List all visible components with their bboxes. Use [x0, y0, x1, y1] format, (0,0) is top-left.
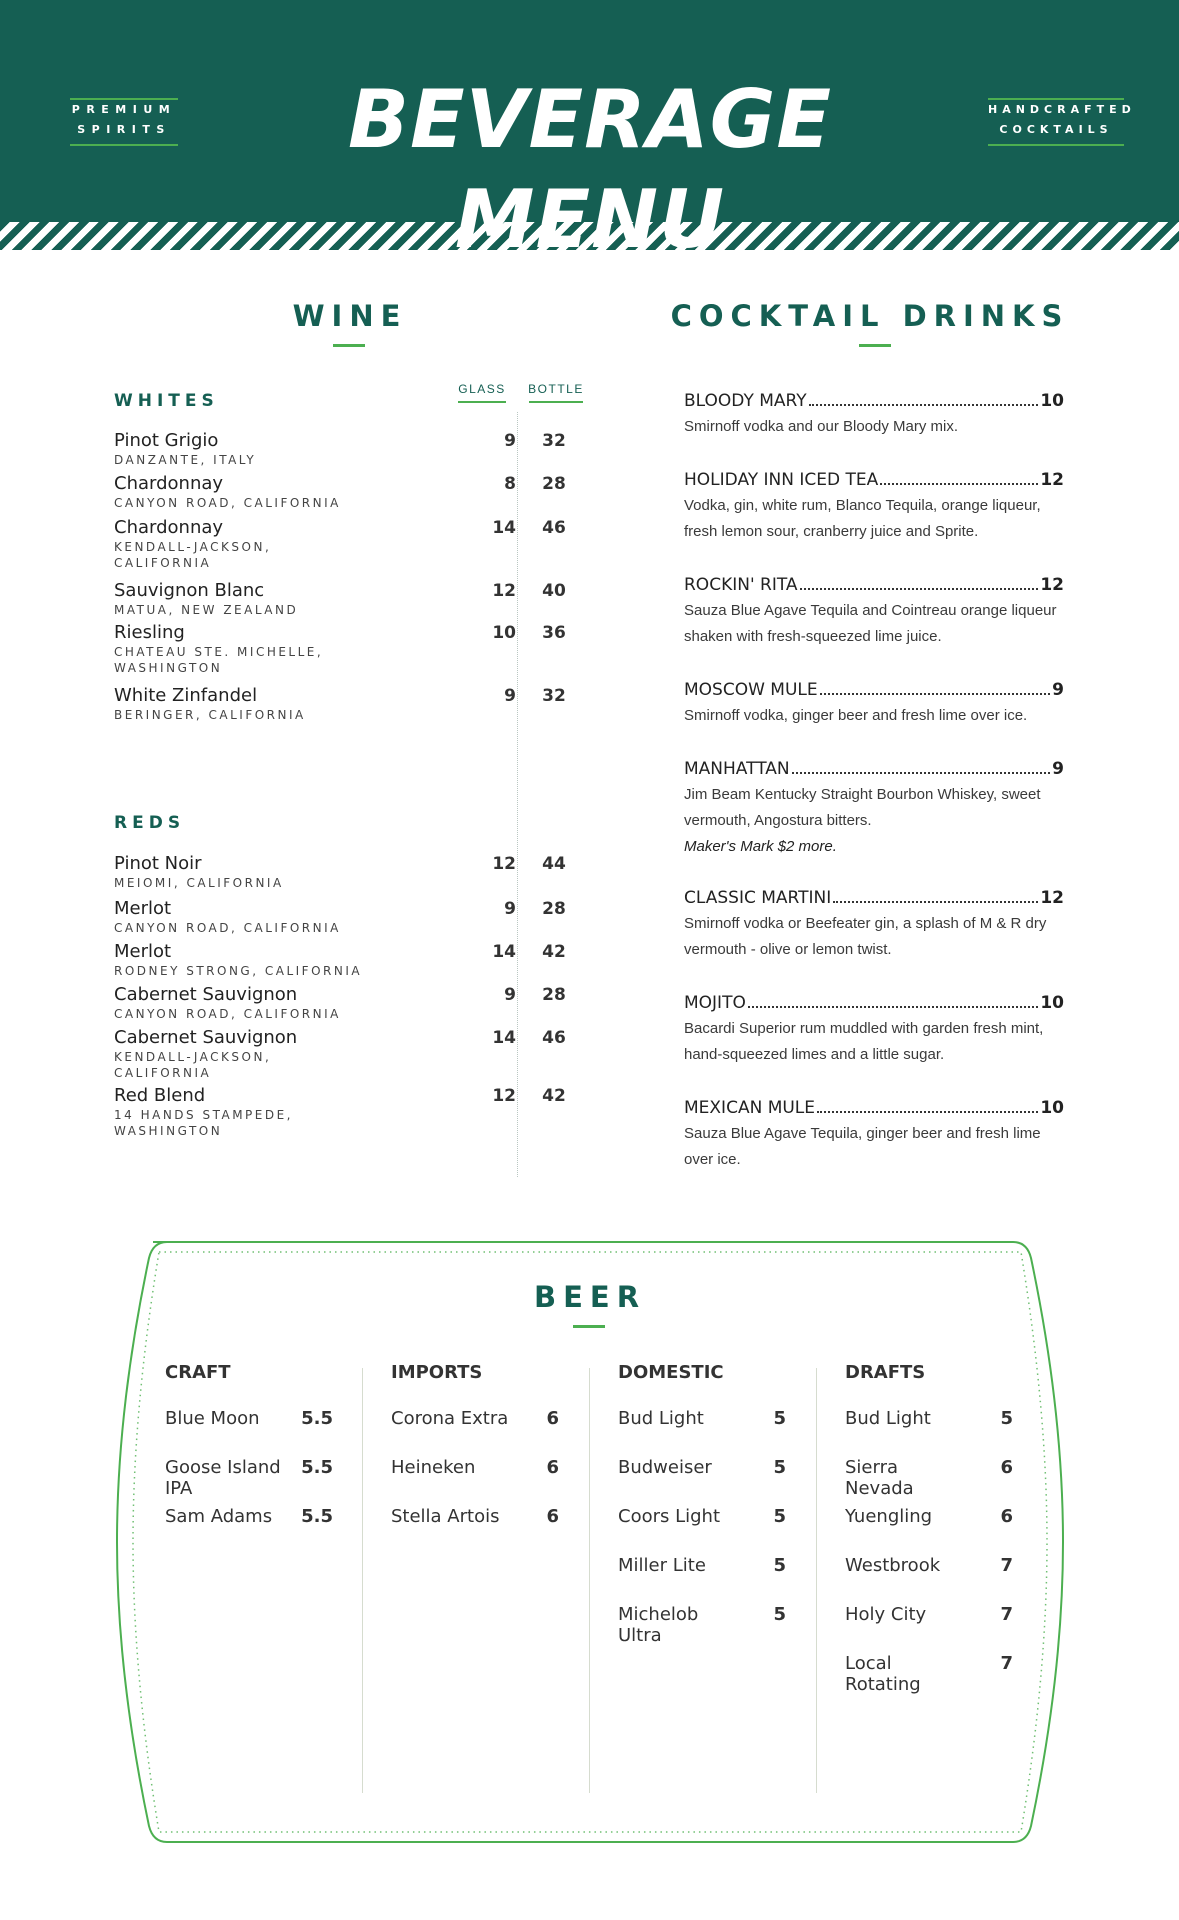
cocktail-price: 10 [1040, 1098, 1064, 1118]
wine-glass-price: 9 [504, 899, 516, 919]
beer-name: Holy City [845, 1604, 927, 1625]
wine-origin: DANZANTE, ITALY [114, 453, 257, 467]
cocktail-price: 9 [1052, 680, 1064, 700]
beer-name: Westbrook [845, 1555, 941, 1576]
beer-price: 5 [773, 1457, 786, 1478]
beer-name: Miller Lite [618, 1555, 706, 1576]
wine-origin: MATUA, NEW ZEALAND [114, 603, 299, 617]
cocktail-description: Sauza Blue Agave Tequila, ginger beer and fresh lime over ice. [684, 1125, 1041, 1168]
wine-item [114, 685, 594, 723]
wine-glass-price: 9 [504, 686, 516, 706]
cocktail-name: ROCKIN' RITA [684, 575, 798, 595]
wine-origin: RODNEY STRONG, CALIFORNIA [114, 964, 363, 978]
wine-bottle-price: 28 [542, 985, 566, 1005]
beer-price: 5 [773, 1555, 786, 1576]
dot-leader [880, 483, 1038, 485]
beer-price: 5.5 [301, 1457, 333, 1478]
wine-origin: KENDALL-JACKSON, CALIFORNIA [114, 540, 272, 570]
cocktail-header [684, 887, 1064, 909]
wine-name: Merlot [114, 941, 172, 962]
wine-glass-price: 12 [492, 581, 516, 601]
wine-name: Pinot Grigio [114, 430, 219, 451]
bottle-column-header: BOTTLE [528, 382, 584, 396]
wine-bottle-price: 42 [542, 942, 566, 962]
wine-info [114, 580, 594, 618]
wine-bottle-price: 28 [542, 899, 566, 919]
page-title: BEVERAGE MENU [347, 73, 832, 266]
badge-handcrafted-cocktails [988, 98, 1136, 146]
badge-right-line-2: COCKTAILS [999, 123, 1113, 136]
wine-bottle-price: 46 [542, 518, 566, 538]
dot-leader [820, 693, 1051, 695]
wine-name: Merlot [114, 898, 172, 919]
wine-info [114, 941, 594, 979]
wine-info [114, 984, 594, 1022]
beer-price: 6 [546, 1457, 559, 1478]
cocktail-header [684, 390, 1064, 412]
whites-subtitle: WHITES [114, 391, 219, 411]
beer-name: Michelob Ultra [618, 1604, 699, 1646]
beer-name: Budweiser [618, 1457, 712, 1478]
beer-name: Local Rotating [845, 1653, 921, 1695]
wine-origin: CANYON ROAD, CALIFORNIA [114, 921, 341, 935]
wine-bottle-price: 32 [542, 431, 566, 451]
wine-name: Riesling [114, 622, 185, 643]
cocktail-price: 9 [1052, 759, 1064, 779]
glass-column-header: GLASS [458, 382, 506, 396]
wine-glass-price: 12 [492, 854, 516, 874]
wine-item [114, 517, 594, 571]
cocktail-header [684, 679, 1064, 701]
wine-name: Sauvignon Blanc [114, 580, 265, 601]
wine-item [114, 430, 594, 468]
badge-right-line-1: HANDCRAFTED [988, 103, 1136, 116]
cocktail-price: 12 [1040, 575, 1064, 595]
wine-item [114, 622, 594, 676]
wine-title-underline [333, 344, 365, 347]
beer-price: 6 [1000, 1457, 1013, 1478]
badge-premium-spirits [70, 98, 178, 146]
cocktail-header [684, 758, 1064, 780]
beer-name: Sam Adams [165, 1506, 273, 1527]
beer-column-title: IMPORTS [391, 1362, 483, 1383]
cocktail-note: Maker's Mark $2 more. [684, 838, 837, 855]
beer-name: Goose Island IPA [165, 1457, 281, 1499]
cocktail-item [684, 574, 1064, 650]
wine-glass-price: 10 [492, 623, 516, 643]
beer-name: Bud Light [618, 1408, 704, 1429]
wine-glass-price: 14 [492, 1028, 516, 1048]
reds-subtitle: REDS [114, 813, 186, 833]
cocktail-description: Sauza Blue Agave Tequila and Cointreau orange liqueur shaken with fresh-squeezed lime juice. [684, 602, 1057, 645]
cocktail-header [684, 1097, 1064, 1119]
beer-price: 6 [1000, 1506, 1013, 1527]
cocktail-description: Vodka, gin, white rum, Blanco Tequila, orange liqueur, fresh lemon sour, cranberry juice and Sprite. [684, 497, 1041, 540]
beer-price: 7 [1000, 1604, 1013, 1625]
wine-section-title: WINE [292, 299, 408, 333]
cocktail-header [684, 469, 1064, 491]
dot-leader [800, 588, 1039, 590]
wine-name: Chardonnay [114, 517, 224, 538]
beer-price: 5 [773, 1604, 786, 1625]
wine-info [114, 853, 594, 891]
wine-info [114, 517, 594, 571]
beer-column-divider [816, 1368, 817, 1793]
cocktail-header [684, 992, 1064, 1014]
beer-column-title: DRAFTS [845, 1362, 926, 1383]
beer-name: Corona Extra [391, 1408, 509, 1429]
wine-name: Cabernet Sauvignon [114, 984, 298, 1005]
wine-glass-price: 8 [504, 474, 516, 494]
wine-info [114, 430, 594, 468]
beer-price: 5 [773, 1408, 786, 1429]
wine-glass-price: 14 [492, 942, 516, 962]
dot-leader [792, 772, 1051, 774]
wine-name: Red Blend [114, 1085, 206, 1106]
badge-left-line-1: PREMIUM [71, 103, 177, 116]
beer-title-underline [573, 1325, 605, 1328]
wine-item [114, 580, 594, 618]
cocktail-header [684, 574, 1064, 596]
cocktail-name: BLOODY MARY [684, 391, 807, 411]
dot-leader [833, 901, 1038, 903]
wine-origin: CHATEAU STE. MICHELLE, WASHINGTON [114, 645, 324, 675]
cocktail-description: Bacardi Superior rum muddled with garden fresh mint, hand-squeezed limes and a little sugar. [684, 1020, 1044, 1063]
wine-name: Chardonnay [114, 473, 224, 494]
badge-left-line-2: SPIRITS [77, 123, 171, 136]
cocktail-item [684, 758, 1064, 860]
beer-column-divider [589, 1368, 590, 1793]
beer-price: 5 [1000, 1408, 1013, 1429]
wine-bottle-price: 42 [542, 1086, 566, 1106]
cocktail-description: Smirnoff vodka, ginger beer and fresh lime over ice. [684, 707, 1028, 724]
wine-origin: KENDALL-JACKSON, CALIFORNIA [114, 1050, 272, 1080]
wine-info [114, 473, 594, 511]
cocktail-name: MEXICAN MULE [684, 1098, 816, 1118]
wine-info [114, 1027, 594, 1081]
wine-bottle-price: 46 [542, 1028, 566, 1048]
cocktail-item [684, 679, 1064, 729]
wine-glass-price: 9 [504, 431, 516, 451]
cocktail-name: MOJITO [684, 993, 746, 1013]
wine-name: Cabernet Sauvignon [114, 1027, 298, 1048]
cocktail-price: 10 [1040, 993, 1064, 1013]
wine-info [114, 898, 594, 936]
wine-bottle-price: 36 [542, 623, 566, 643]
wine-origin: 14 HANDS STAMPEDE, WASHINGTON [114, 1108, 293, 1138]
cocktail-item [684, 390, 1064, 440]
beer-frame [115, 1240, 1065, 1844]
beer-price: 5 [773, 1506, 786, 1527]
beer-column-title: DOMESTIC [618, 1362, 724, 1383]
cocktail-name: CLASSIC MARTINI [684, 888, 832, 908]
wine-origin: CANYON ROAD, CALIFORNIA [114, 1007, 341, 1021]
beer-name: Blue Moon [165, 1408, 260, 1429]
wine-name: Pinot Noir [114, 853, 202, 874]
cocktail-price: 12 [1040, 470, 1064, 490]
cocktail-description: Smirnoff vodka or Beefeater gin, a splash of M & R dry vermouth - olive or lemon twist. [684, 915, 1047, 958]
wine-glass-price: 9 [504, 985, 516, 1005]
beer-section-title: BEER [533, 1280, 647, 1314]
wine-bottle-price: 28 [542, 474, 566, 494]
wine-bottle-price: 44 [542, 854, 566, 874]
beer-name: Stella Artois [391, 1506, 500, 1527]
wine-bottle-price: 32 [542, 686, 566, 706]
wine-origin: CANYON ROAD, CALIFORNIA [114, 496, 341, 510]
beer-name: Sierra Nevada [845, 1457, 914, 1499]
beer-price: 6 [546, 1408, 559, 1429]
cocktail-name: HOLIDAY INN ICED TEA [684, 470, 879, 490]
cocktail-description: Jim Beam Kentucky Straight Bourbon Whiskey, sweet vermouth, Angostura bitters. [684, 786, 1041, 829]
beer-price: 6 [546, 1506, 559, 1527]
wine-info [114, 1085, 594, 1139]
beer-name: Coors Light [618, 1506, 721, 1527]
cocktail-description: Smirnoff vodka and our Bloody Mary mix. [684, 418, 959, 435]
wine-item [114, 473, 594, 511]
wine-item [114, 941, 594, 979]
cocktail-price: 12 [1040, 888, 1064, 908]
cocktails-section-title: COCKTAIL DRINKS [670, 299, 1070, 333]
beer-name: Heineken [391, 1457, 476, 1478]
wine-item [114, 853, 594, 891]
bottle-header-underline [529, 401, 583, 403]
cocktail-price: 10 [1040, 391, 1064, 411]
wine-item [114, 898, 594, 936]
wine-item [114, 1085, 594, 1139]
beer-price: 5.5 [301, 1408, 333, 1429]
cocktail-item [684, 887, 1064, 963]
beer-column-title: CRAFT [165, 1362, 231, 1383]
wine-origin: BERINGER, CALIFORNIA [114, 708, 306, 722]
beer-column-divider [362, 1368, 363, 1793]
beer-name: Bud Light [845, 1408, 931, 1429]
beer-name: Yuengling [845, 1506, 933, 1527]
glass-header-underline [458, 401, 506, 403]
beer-price: 5.5 [301, 1506, 333, 1527]
wine-item [114, 1027, 594, 1081]
cocktail-name: MANHATTAN [684, 759, 790, 779]
wine-item [114, 984, 594, 1022]
wine-bottle-price: 40 [542, 581, 566, 601]
cocktails-title-underline [859, 344, 891, 347]
wine-info [114, 685, 594, 723]
wine-glass-price: 14 [492, 518, 516, 538]
cocktail-name: MOSCOW MULE [684, 680, 818, 700]
cocktail-item [684, 992, 1064, 1068]
beer-price: 7 [1000, 1555, 1013, 1576]
wine-origin: MEIOMI, CALIFORNIA [114, 876, 284, 890]
cocktail-item [684, 1097, 1064, 1173]
wine-info [114, 622, 594, 676]
wine-name: White Zinfandel [114, 685, 258, 706]
dot-leader [817, 1111, 1038, 1113]
beer-price: 7 [1000, 1653, 1013, 1674]
cocktail-item [684, 469, 1064, 545]
dot-leader [748, 1006, 1038, 1008]
dot-leader [809, 404, 1039, 406]
wine-glass-price: 12 [492, 1086, 516, 1106]
